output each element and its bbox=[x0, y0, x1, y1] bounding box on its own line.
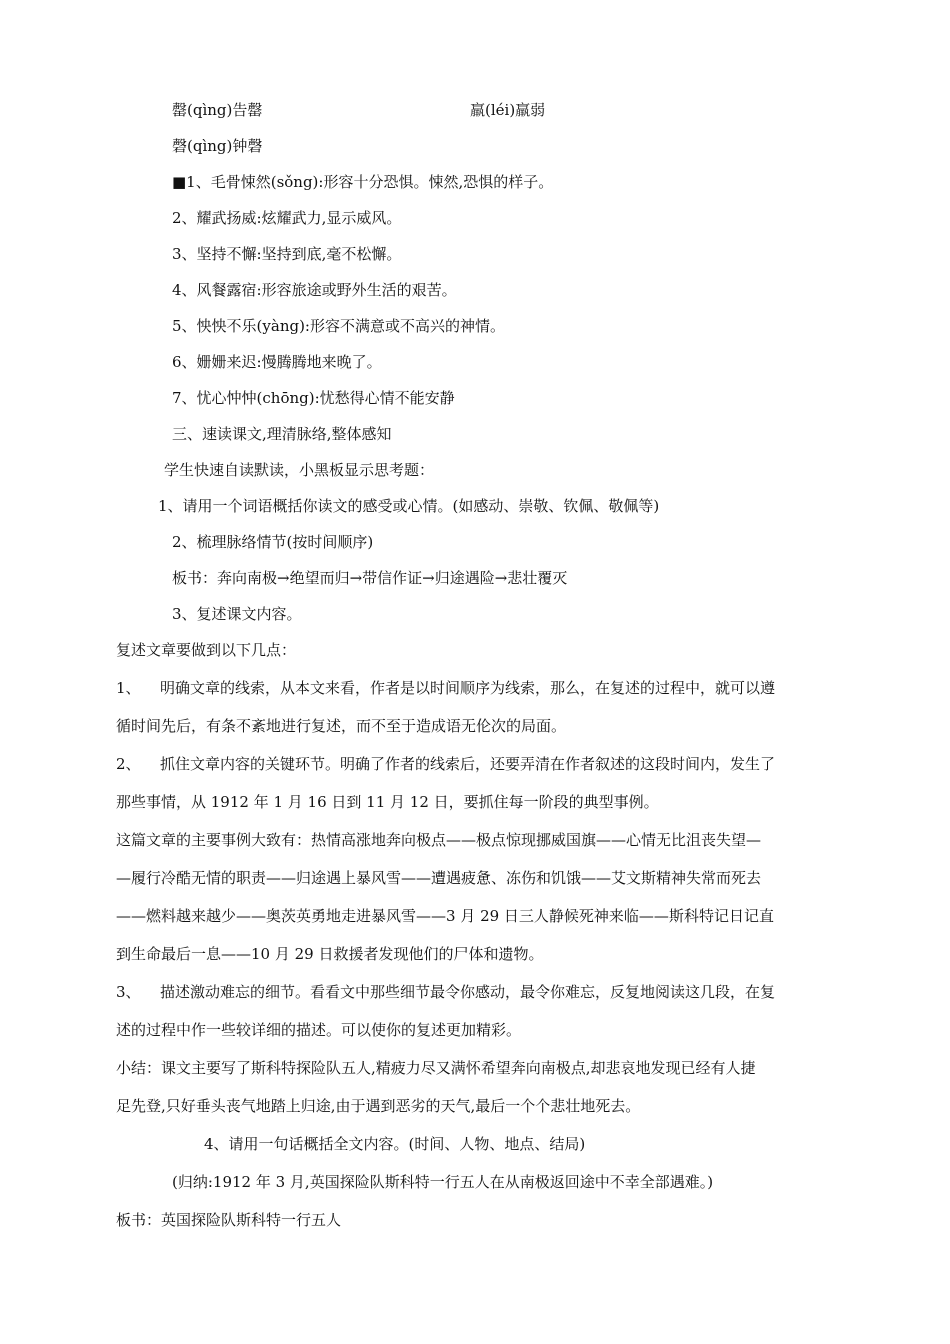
point-2-text-a: 抓住文章内容的关键环节。明确了作者的线索后，还要弄清在作者叙述的这段时间内，发生了 bbox=[160, 755, 776, 773]
summary-line-2: 足先登,只好垂头丧气地踏上归途,由于遇到恶劣的天气,最后一个个悲壮地死去。 bbox=[116, 1097, 641, 1115]
question-1: 1、请用一个词语概括你读文的感受或心情。(如感动、崇敬、钦佩、敬佩等) bbox=[158, 497, 660, 515]
idiom-item-2: 2、耀武扬威:炫耀武力,显示威风。 bbox=[172, 209, 402, 227]
events-line-4: 到生命最后一息——10 月 29 日救援者发现他们的尸体和遗物。 bbox=[116, 945, 544, 963]
question-2: 2、梳理脉络情节(按时间顺序) bbox=[172, 533, 374, 551]
events-line-1: 这篇文章的主要事例大致有：热情高涨地奔向极点——极点惊现挪威国旗——心情无比沮丧失望— bbox=[116, 831, 762, 849]
summary-line-1: 小结：课文主要写了斯科特探险队五人,精疲力尽又满怀希望奔向南极点,却悲哀地发现已经有人捷 bbox=[116, 1059, 756, 1077]
point-3-text-a: 描述激动难忘的细节。看看文中那些细节最令你感动，最令你难忘，反复地阅读这几段，在复 bbox=[160, 983, 776, 1001]
section-heading-3: 三、速读课文,理清脉络,整体感知 bbox=[172, 425, 392, 443]
idiom-item-6: 6、姗姗来迟:慢腾腾地来晚了。 bbox=[172, 353, 382, 371]
point-2-line-2: 那些事情，从 1912 年 1 月 16 日到 11 月 12 日，要抓住每一阶段的典型事例。 bbox=[116, 793, 659, 811]
point-3-number: 3、 bbox=[116, 983, 141, 1001]
point-3-line-1 bbox=[116, 982, 775, 1002]
question-3: 3、复述课文内容。 bbox=[172, 605, 302, 623]
conclusion-note: (归纳:1912 年 3 月,英国探险队斯科特一行五人在从南极返回途中不幸全部遇难。) bbox=[172, 1173, 714, 1191]
vocab-qing-gaoqing: 罄(qìng)告罄 bbox=[172, 101, 263, 119]
question-4: 4、请用一句话概括全文内容。(时间、人物、地点、结局) bbox=[204, 1135, 586, 1153]
reading-instruction: 学生快速自读默读，小黑板显示思考题： bbox=[164, 461, 435, 479]
point-2-number: 2、 bbox=[116, 755, 141, 773]
vocab-line-2: 磬(qìng)钟磬 bbox=[172, 137, 263, 155]
point-3-line-2: 述的过程中作一些较详细的描述。可以使你的复述更加精彩。 bbox=[116, 1021, 522, 1039]
idiom-item-7: 7、忧心忡忡(chōng):忧愁得心情不能安静 bbox=[172, 389, 455, 407]
idiom-item-5: 5、怏怏不乐(yàng):形容不满意或不高兴的神情。 bbox=[172, 317, 505, 335]
idiom-item-1: ■1、毛骨悚然(sǒng):形容十分恐惧。悚然,恐惧的样子。 bbox=[172, 173, 554, 191]
retelling-intro: 复述文章要做到以下几点： bbox=[116, 641, 297, 659]
events-line-2: —履行冷酷无情的职责——归途遇上暴风雪——遭遇疲惫、冻伤和饥饿——艾文斯精神失常而死去 bbox=[116, 869, 762, 887]
vocab-line-1 bbox=[172, 100, 546, 120]
point-1-number: 1、 bbox=[116, 679, 141, 697]
idiom-item-3: 3、坚持不懈:坚持到底,毫不松懈。 bbox=[172, 245, 402, 263]
board-note-plot: 板书：奔向南极→绝望而归→带信作证→归途遇险→悲壮覆灭 bbox=[172, 569, 568, 587]
point-1-line-1 bbox=[116, 678, 775, 698]
point-1-line-2: 循时间先后，有条不紊地进行复述，而不至于造成语无伦次的局面。 bbox=[116, 717, 567, 735]
point-1-text-a: 明确文章的线索，从本文来看，作者是以时间顺序为线索，那么，在复述的过程中，就可以遵 bbox=[160, 679, 776, 697]
events-line-3: ——燃料越来越少——奥茨英勇地走进暴风雪——3 月 29 日三人静候死神来临——斯科特记日记直 bbox=[116, 907, 774, 925]
idiom-item-4: 4、风餐露宿:形容旅途或野外生活的艰苦。 bbox=[172, 281, 457, 299]
vocab-lei-leiruo: 羸(léi)羸弱 bbox=[470, 101, 546, 119]
board-note-expedition: 板书：英国探险队斯科特一行五人 bbox=[116, 1211, 342, 1229]
point-2-line-1 bbox=[116, 754, 775, 774]
